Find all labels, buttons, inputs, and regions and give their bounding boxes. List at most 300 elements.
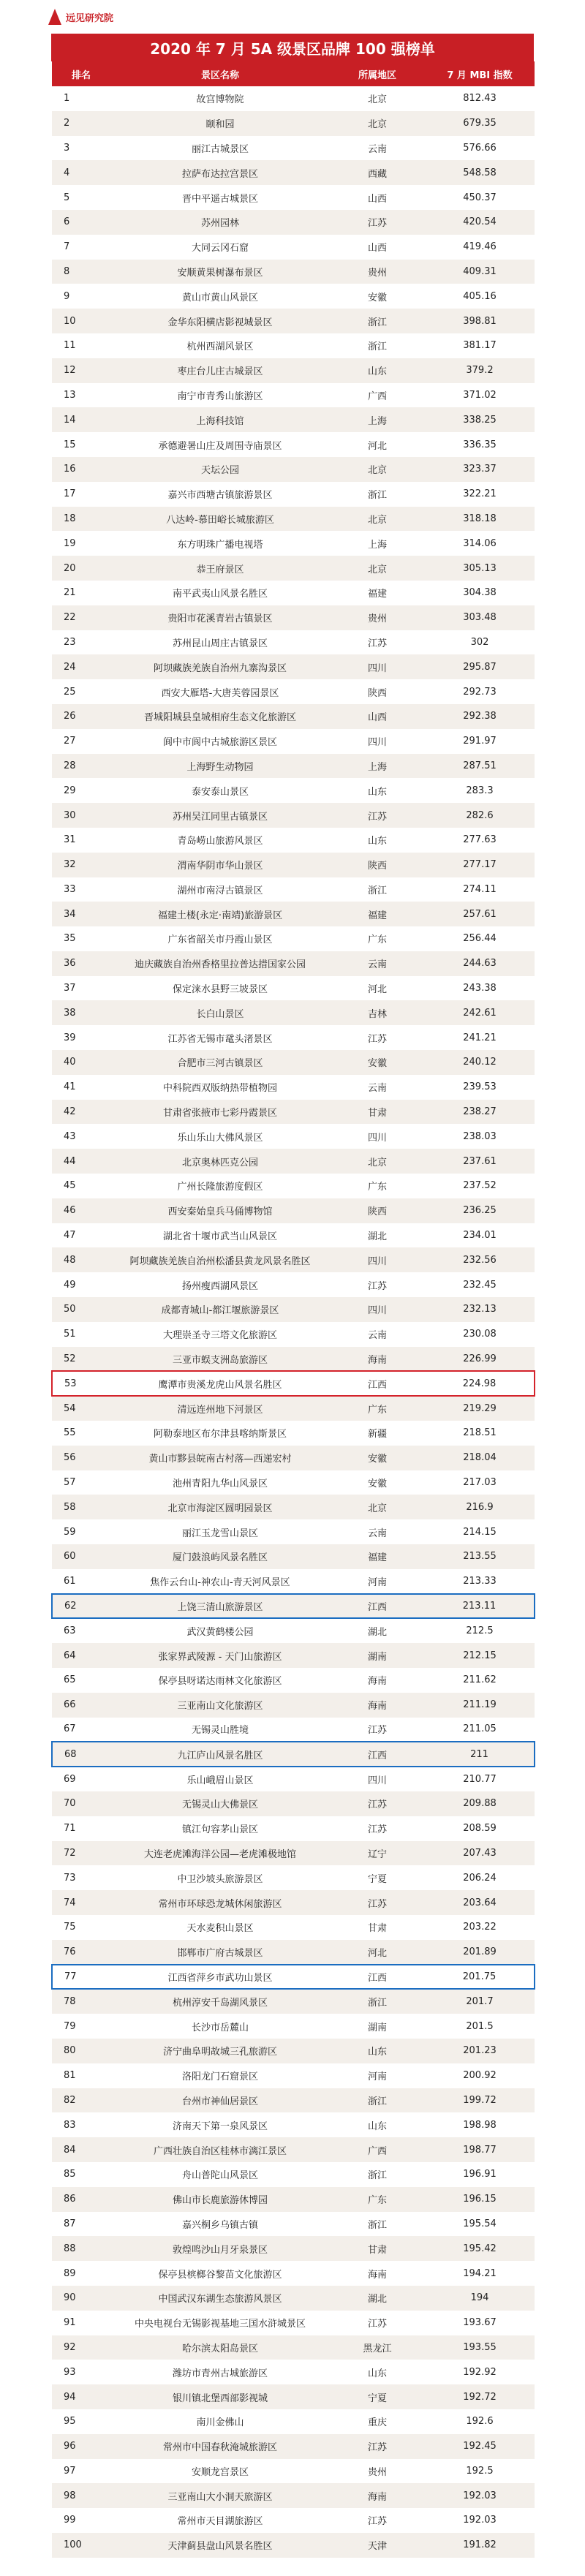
cell-name: 上海科技馆 (110, 407, 330, 432)
table-row (52, 2162, 535, 2187)
table-row (52, 1470, 535, 1495)
table-row (52, 828, 535, 853)
cell-name: 哈尔滨太阳岛景区 (110, 2335, 330, 2360)
table-row (52, 654, 535, 679)
cell-score: 192.72 (425, 2384, 535, 2409)
cell-rank: 46 (52, 1198, 110, 1223)
cell-name: 合肥市三河古镇景区 (110, 1050, 330, 1075)
cell-rank: 22 (52, 605, 110, 630)
table-row (52, 754, 535, 779)
table-row (52, 383, 535, 408)
cell-rank: 40 (52, 1050, 110, 1075)
cell-rank: 12 (52, 358, 110, 383)
table-row (52, 136, 535, 161)
cell-rank: 37 (52, 976, 110, 1001)
cell-region: 山东 (330, 2112, 425, 2137)
cell-region: 山西 (330, 235, 425, 260)
cell-rank: 65 (52, 1668, 110, 1693)
cell-region: 江西 (330, 1965, 425, 1990)
cell-region: 海南 (330, 2261, 425, 2286)
cell-name: 张家界武陵源 - 天门山旅游区 (110, 1643, 330, 1668)
table-body (52, 86, 535, 2558)
cell-rank: 63 (52, 1618, 110, 1643)
cell-rank: 4 (52, 160, 110, 185)
table-row (52, 1396, 535, 1421)
table-row (52, 2063, 535, 2088)
table-row (52, 1594, 535, 1619)
cell-region: 贵州 (330, 260, 425, 284)
cell-rank: 81 (52, 2063, 110, 2088)
cell-region: 天津 (330, 2533, 425, 2558)
cell-score: 219.29 (425, 1396, 535, 1421)
cell-region: 江苏 (330, 2311, 425, 2335)
cell-score: 211.62 (425, 1668, 535, 1693)
cell-name: 阿坝藏族羌族自治州九寨沟景区 (110, 654, 330, 679)
cell-region: 四川 (330, 1247, 425, 1272)
cell-rank: 14 (52, 407, 110, 432)
cell-region: 云南 (330, 1322, 425, 1347)
table-row (52, 2261, 535, 2286)
cell-name: 杭州西湖风景区 (110, 333, 330, 358)
cell-region: 江西 (330, 1371, 425, 1396)
cell-region: 北京 (330, 457, 425, 482)
cell-score: 198.98 (425, 2112, 535, 2137)
cell-region: 北京 (330, 1149, 425, 1174)
cell-region: 浙江 (330, 2162, 425, 2187)
cell-rank: 79 (52, 2014, 110, 2039)
cell-name: 常州市中国春秋淹城旅游区 (110, 2434, 330, 2459)
cell-name: 金华东阳横店影视城景区 (110, 309, 330, 333)
table-row (52, 2286, 535, 2311)
cell-name: 焦作云台山-神农山-青天河风景区 (110, 1569, 330, 1594)
cell-score: 283.3 (425, 778, 535, 803)
cell-rank: 53 (52, 1371, 110, 1396)
cell-rank: 96 (52, 2434, 110, 2459)
cell-score: 338.25 (425, 407, 535, 432)
cell-region: 江西 (330, 1594, 425, 1619)
cell-rank: 29 (52, 778, 110, 803)
cell-score: 450.37 (425, 185, 535, 210)
cell-region: 安徽 (330, 1470, 425, 1495)
cell-region: 陕西 (330, 679, 425, 704)
cell-name: 阿勒泰地区布尔津县喀纳斯景区 (110, 1421, 330, 1446)
cell-region: 江苏 (330, 630, 425, 655)
page-title: 2020 年 7 月 5A 级景区品牌 100 强榜单 (51, 34, 534, 61)
table-row (52, 976, 535, 1001)
cell-rank: 66 (52, 1693, 110, 1718)
cell-score: 282.6 (425, 803, 535, 828)
cell-score: 218.51 (425, 1421, 535, 1446)
cell-rank: 33 (52, 877, 110, 902)
cell-rank: 100 (52, 2533, 110, 2558)
cell-rank: 19 (52, 531, 110, 556)
cell-rank: 24 (52, 654, 110, 679)
cell-score: 195.42 (425, 2236, 535, 2261)
cell-score: 302 (425, 630, 535, 655)
table-row (52, 1915, 535, 1940)
cell-name: 台州市神仙居景区 (110, 2088, 330, 2113)
table-row (52, 2137, 535, 2162)
cell-name: 丽江古城景区 (110, 136, 330, 161)
cell-name: 上饶三清山旅游景区 (110, 1594, 330, 1619)
cell-region: 广西 (330, 383, 425, 408)
cell-region: 湖北 (330, 1618, 425, 1643)
cell-region: 北京 (330, 111, 425, 136)
cell-region: 广东 (330, 1396, 425, 1421)
table-row (52, 2088, 535, 2113)
cell-name: 大连老虎滩海洋公园—老虎滩极地馆 (110, 1841, 330, 1866)
cell-name: 故宫博物院 (110, 86, 330, 111)
table-row (52, 1149, 535, 1174)
cell-rank: 78 (52, 1989, 110, 2014)
table-row (52, 2459, 535, 2484)
table-row (52, 1742, 535, 1767)
cell-name: 西安大雁塔-大唐芙蓉园景区 (110, 679, 330, 704)
cell-region: 上海 (330, 754, 425, 779)
cell-rank: 76 (52, 1940, 110, 1965)
cell-region: 江西 (330, 1742, 425, 1767)
cell-rank: 2 (52, 111, 110, 136)
table-row (52, 2212, 535, 2237)
cell-score: 277.17 (425, 853, 535, 877)
cell-region: 贵州 (330, 2459, 425, 2484)
table-row (52, 1174, 535, 1198)
table-row (52, 1693, 535, 1718)
cell-score: 206.24 (425, 1865, 535, 1890)
cell-name: 北京市海淀区圆明园景区 (110, 1495, 330, 1519)
ranking-table (51, 61, 535, 2558)
cell-name: 乐山乐山大佛风景区 (110, 1124, 330, 1149)
table-row (52, 2187, 535, 2212)
cell-name: 南宁市青秀山旅游区 (110, 383, 330, 408)
table-row (52, 86, 535, 111)
table-row (52, 2360, 535, 2384)
cell-score: 192.92 (425, 2360, 535, 2384)
table-row (52, 2039, 535, 2063)
header-name: 景区名称 (110, 61, 330, 86)
cell-score: 217.03 (425, 1470, 535, 1495)
table-row (52, 1989, 535, 2014)
cell-score: 237.61 (425, 1149, 535, 1174)
cell-rank: 60 (52, 1544, 110, 1569)
cell-name: 济宁曲阜明故城三孔旅游区 (110, 2039, 330, 2063)
cell-name: 渭南华阴市华山景区 (110, 853, 330, 877)
cell-region: 北京 (330, 86, 425, 111)
cell-rank: 95 (52, 2409, 110, 2434)
cell-name: 中国武汉东湖生态旅游风景区 (110, 2286, 330, 2311)
cell-score: 240.12 (425, 1050, 535, 1075)
cell-score: 314.06 (425, 531, 535, 556)
table-row (52, 951, 535, 976)
cell-rank: 73 (52, 1865, 110, 1890)
cell-score: 210.77 (425, 1767, 535, 1791)
cell-region: 山西 (330, 704, 425, 729)
table-row (52, 704, 535, 729)
cell-score: 193.55 (425, 2335, 535, 2360)
cell-name: 长白山景区 (110, 1000, 330, 1025)
cell-score: 291.97 (425, 729, 535, 754)
cell-rank: 51 (52, 1322, 110, 1347)
cell-name: 广西壮族自治区桂林市漓江景区 (110, 2137, 330, 2162)
cell-rank: 47 (52, 1223, 110, 1248)
cell-region: 浙江 (330, 2088, 425, 2113)
cell-rank: 35 (52, 926, 110, 951)
cell-score: 192.03 (425, 2508, 535, 2533)
cell-rank: 92 (52, 2335, 110, 2360)
table-row (52, 1668, 535, 1693)
cell-name: 青岛崂山旅游风景区 (110, 828, 330, 853)
cell-score: 274.11 (425, 877, 535, 902)
cell-name: 潍坊市青州古城旅游区 (110, 2360, 330, 2384)
cell-name: 大同云冈石窟 (110, 235, 330, 260)
cell-score: 208.59 (425, 1816, 535, 1841)
cell-name: 洛阳龙门石窟景区 (110, 2063, 330, 2088)
cell-rank: 90 (52, 2286, 110, 2311)
cell-name: 晋城阳城县皇城相府生态文化旅游区 (110, 704, 330, 729)
cell-rank: 20 (52, 556, 110, 581)
cell-rank: 97 (52, 2459, 110, 2484)
cell-rank: 75 (52, 1915, 110, 1940)
cell-region: 广东 (330, 1174, 425, 1198)
cell-name: 常州市天目湖旅游区 (110, 2508, 330, 2533)
table-row (52, 111, 535, 136)
cell-score: 409.31 (425, 260, 535, 284)
table-row (52, 877, 535, 902)
cell-rank: 85 (52, 2162, 110, 2187)
cell-region: 江苏 (330, 2508, 425, 2533)
cell-name: 大理崇圣寺三塔文化旅游区 (110, 1322, 330, 1347)
cell-region: 广西 (330, 2137, 425, 2162)
cell-region: 贵州 (330, 605, 425, 630)
cell-region: 广东 (330, 2187, 425, 2212)
cell-name: 天坛公园 (110, 457, 330, 482)
table-header (52, 61, 535, 86)
cell-name: 成都青城山-都江堰旅游景区 (110, 1297, 330, 1322)
cell-region: 山东 (330, 358, 425, 383)
cell-score: 234.01 (425, 1223, 535, 1248)
cell-name: 邯郸市广府古城景区 (110, 1940, 330, 1965)
cell-rank: 7 (52, 235, 110, 260)
cell-rank: 93 (52, 2360, 110, 2384)
table-row (52, 284, 535, 309)
table-row (52, 160, 535, 185)
cell-region: 云南 (330, 1519, 425, 1544)
cell-name: 银川镇北堡西部影视城 (110, 2384, 330, 2409)
cell-rank: 55 (52, 1421, 110, 1446)
cell-name: 拉萨布达拉宫景区 (110, 160, 330, 185)
cell-region: 上海 (330, 531, 425, 556)
table-row (52, 2483, 535, 2508)
cell-score: 194 (425, 2286, 535, 2311)
cell-rank: 1 (52, 86, 110, 111)
cell-name: 湖北省十堰市武当山风景区 (110, 1223, 330, 1248)
cell-rank: 13 (52, 383, 110, 408)
cell-name: 广东省韶关市丹霞山景区 (110, 926, 330, 951)
cell-rank: 32 (52, 853, 110, 877)
cell-region: 云南 (330, 136, 425, 161)
cell-score: 211 (425, 1742, 535, 1767)
cell-name: 甘肃省张掖市七彩丹霞景区 (110, 1100, 330, 1125)
cell-region: 四川 (330, 1767, 425, 1791)
cell-rank: 98 (52, 2483, 110, 2508)
table-row (52, 1322, 535, 1347)
cell-score: 216.9 (425, 1495, 535, 1519)
cell-region: 河南 (330, 2063, 425, 2088)
cell-name: 丽江玉龙雪山景区 (110, 1519, 330, 1544)
cell-score: 292.73 (425, 679, 535, 704)
cell-region: 湖南 (330, 2014, 425, 2039)
cell-region: 海南 (330, 1693, 425, 1718)
cell-name: 南平武夷山风景名胜区 (110, 581, 330, 605)
cell-name: 阿坝藏族羌族自治州松潘县黄龙风景名胜区 (110, 1247, 330, 1272)
cell-score: 226.99 (425, 1347, 535, 1372)
cell-rank: 28 (52, 754, 110, 779)
cell-score: 812.43 (425, 86, 535, 111)
cell-region: 河北 (330, 432, 425, 457)
table-row (52, 1000, 535, 1025)
cell-score: 211.19 (425, 1693, 535, 1718)
cell-name: 保定涞水县野三坡景区 (110, 976, 330, 1001)
cell-rank: 64 (52, 1643, 110, 1668)
cell-region: 江苏 (330, 1791, 425, 1816)
cell-score: 211.05 (425, 1718, 535, 1742)
header-score: 7 月 MBI 指数 (425, 61, 535, 86)
cell-region: 甘肃 (330, 1915, 425, 1940)
cell-score: 371.02 (425, 383, 535, 408)
cell-region: 广东 (330, 926, 425, 951)
cell-score: 576.66 (425, 136, 535, 161)
cell-region: 安徽 (330, 284, 425, 309)
table-row (52, 1890, 535, 1915)
cell-region: 山东 (330, 2039, 425, 2063)
cell-rank: 31 (52, 828, 110, 853)
cell-name: 天水麦积山景区 (110, 1915, 330, 1940)
cell-score: 196.91 (425, 2162, 535, 2187)
cell-score: 194.21 (425, 2261, 535, 2286)
table-row (52, 333, 535, 358)
table-row (52, 457, 535, 482)
cell-rank: 42 (52, 1100, 110, 1125)
cell-name: 苏州园林 (110, 210, 330, 235)
cell-rank: 27 (52, 729, 110, 754)
cell-name: 东方明珠广播电视塔 (110, 531, 330, 556)
cell-region: 山东 (330, 2360, 425, 2384)
cell-region: 江苏 (330, 1890, 425, 1915)
table-row (52, 1618, 535, 1643)
cell-region: 宁夏 (330, 2384, 425, 2409)
table-row (52, 1421, 535, 1446)
cell-name: 舟山普陀山风景区 (110, 2162, 330, 2187)
cell-region: 北京 (330, 507, 425, 532)
cell-rank: 41 (52, 1075, 110, 1100)
cell-score: 304.38 (425, 581, 535, 605)
cell-name: 嘉兴桐乡乌镇古镇 (110, 2212, 330, 2237)
cell-region: 云南 (330, 951, 425, 976)
table-row (52, 1075, 535, 1100)
cell-name: 贵阳市花溪青岩古镇景区 (110, 605, 330, 630)
cell-rank: 70 (52, 1791, 110, 1816)
table-row (52, 1124, 535, 1149)
table-row (52, 309, 535, 333)
header-rank: 排名 (52, 61, 110, 86)
table-row (52, 1767, 535, 1791)
cell-name: 中卫沙坡头旅游景区 (110, 1865, 330, 1890)
cell-score: 200.92 (425, 2063, 535, 2088)
cell-score: 192.03 (425, 2483, 535, 2508)
cell-name: 无锡灵山胜境 (110, 1718, 330, 1742)
table-row (52, 2112, 535, 2137)
cell-score: 277.63 (425, 828, 535, 853)
cell-region: 浙江 (330, 309, 425, 333)
table-row (52, 358, 535, 383)
cell-name: 福建土楼(永定·南靖)旅游景区 (110, 902, 330, 926)
cell-score: 232.13 (425, 1297, 535, 1322)
table-row (52, 1100, 535, 1125)
table-row (52, 1272, 535, 1297)
cell-score: 224.98 (425, 1371, 535, 1396)
cell-rank: 21 (52, 581, 110, 605)
cell-rank: 68 (52, 1742, 110, 1767)
cell-rank: 83 (52, 2112, 110, 2137)
cell-score: 192.5 (425, 2459, 535, 2484)
cell-score: 201.5 (425, 2014, 535, 2039)
table-row (52, 185, 535, 210)
table-row (52, 2384, 535, 2409)
cell-score: 318.18 (425, 507, 535, 532)
cell-rank: 5 (52, 185, 110, 210)
table-row (52, 1446, 535, 1470)
table-row (52, 1643, 535, 1668)
cell-name: 江苏省无锡市鼋头渚景区 (110, 1025, 330, 1050)
cell-rank: 72 (52, 1841, 110, 1866)
cell-score: 323.37 (425, 457, 535, 482)
cell-region: 山东 (330, 828, 425, 853)
cell-score: 214.15 (425, 1519, 535, 1544)
table-row (52, 1519, 535, 1544)
cell-name: 清远连州地下河景区 (110, 1396, 330, 1421)
cell-region: 甘肃 (330, 2236, 425, 2261)
cell-score: 199.72 (425, 2088, 535, 2113)
cell-score: 193.67 (425, 2311, 535, 2335)
cell-score: 201.89 (425, 1940, 535, 1965)
cell-name: 黄山市黄山风景区 (110, 284, 330, 309)
cell-name: 敦煌鸣沙山月牙泉景区 (110, 2236, 330, 2261)
table-row (52, 581, 535, 605)
cell-rank: 87 (52, 2212, 110, 2237)
cell-name: 三亚市蜈支洲岛旅游区 (110, 1347, 330, 1372)
cell-score: 192.45 (425, 2434, 535, 2459)
cell-score: 213.11 (425, 1594, 535, 1619)
table-row (52, 605, 535, 630)
table-row (52, 1718, 535, 1742)
cell-score: 191.82 (425, 2533, 535, 2558)
cell-rank: 91 (52, 2311, 110, 2335)
table-row (52, 1965, 535, 1990)
cell-name: 湖州市南浔古镇景区 (110, 877, 330, 902)
cell-rank: 77 (52, 1965, 110, 1990)
cell-name: 乐山峨眉山景区 (110, 1767, 330, 1791)
cell-rank: 82 (52, 2088, 110, 2113)
cell-name: 佛山市长鹿旅游休博园 (110, 2187, 330, 2212)
cell-name: 阆中市阆中古城旅游区景区 (110, 729, 330, 754)
table-row (52, 1865, 535, 1890)
table-row (52, 1816, 535, 1841)
cell-rank: 30 (52, 803, 110, 828)
cell-region: 浙江 (330, 482, 425, 507)
cell-name: 无锡灵山大佛景区 (110, 1791, 330, 1816)
cell-rank: 38 (52, 1000, 110, 1025)
cell-score: 237.52 (425, 1174, 535, 1198)
